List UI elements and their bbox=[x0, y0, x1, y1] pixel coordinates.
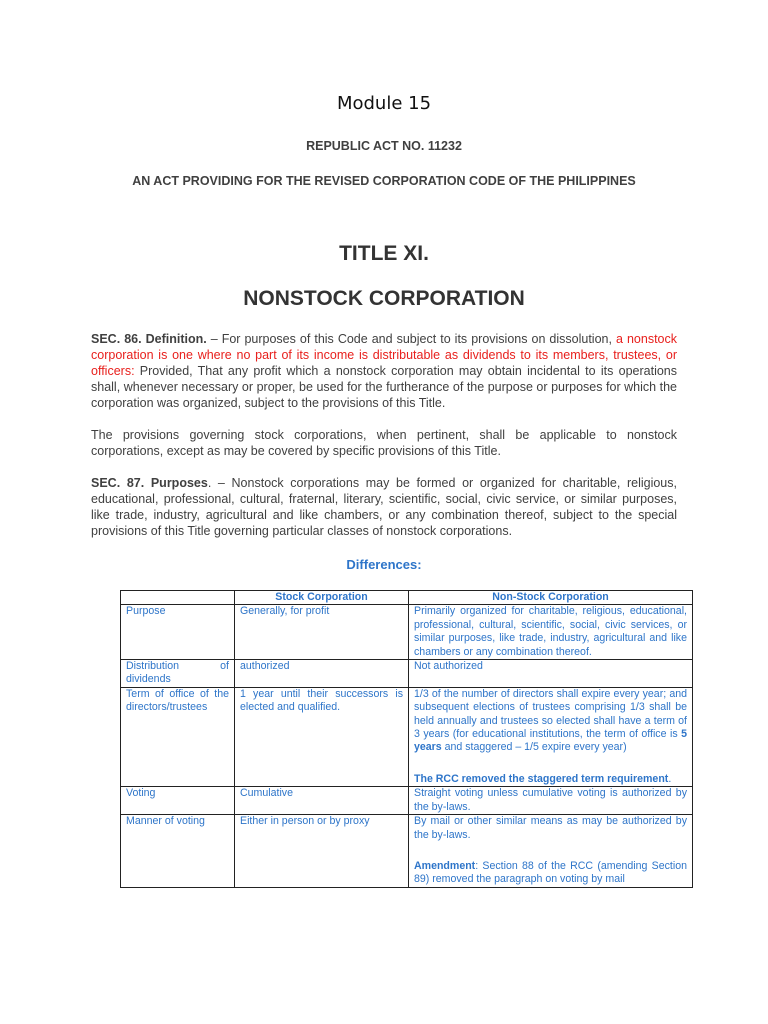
row-label: Manner of voting bbox=[121, 815, 235, 888]
nonstock-cell: 1/3 of the number of directors shall expire every year; and subsequent elections of trustees comprising 1/3 shall be held annually and trustees so elected shall have a term of 3 years (for educational institutions, the term of office is 5 years and staggered – 1/5 expire every year) The RCC removed the staggered term requirement. bbox=[409, 687, 693, 786]
sec86-intro: – For purposes of this Code and subject to its provisions on dissolution, bbox=[206, 332, 616, 346]
stock-cell: authorized bbox=[235, 660, 409, 688]
rcc-note: The RCC removed the staggered term requirement bbox=[414, 772, 669, 785]
table-row bbox=[121, 787, 693, 815]
table-header-empty bbox=[121, 591, 235, 605]
voting-manner-text: By mail or other similar means as may be authorized by the by-laws. bbox=[414, 815, 687, 841]
nonstock-cell: Primarily organized for charitable, religious, educational, professional, cultural, scientific, social, civic services, or similar purposes, like trade, industry, agricultural and like chambers or any combination thereof. bbox=[409, 605, 693, 660]
nonstock-cell: Straight voting unless cumulative voting is authorized by the by-laws. bbox=[409, 787, 693, 815]
sec86-highlight: a nonstock corporation is one where no part of its income is distributable as dividends to its members, trustees, or officers: bbox=[91, 332, 677, 378]
table-row bbox=[121, 687, 693, 786]
nonstock-cell: Not authorized bbox=[409, 660, 693, 688]
act-number: REPUBLIC ACT NO. 11232 bbox=[306, 139, 462, 153]
amendment-text: : Section 88 of the RCC (amending Section 89) removed the paragraph on voting by mail bbox=[414, 859, 687, 886]
stock-cell: Cumulative bbox=[235, 787, 409, 815]
term-bold: 5 years bbox=[414, 728, 687, 754]
title-heading: TITLE XI. bbox=[339, 242, 429, 265]
differences-table bbox=[120, 590, 693, 888]
stock-cell: Either in person or by proxy bbox=[235, 815, 409, 888]
row-label: Voting bbox=[121, 787, 235, 815]
table-row bbox=[121, 815, 693, 888]
stock-cell: 1 year until their successors is elected and qualified. bbox=[235, 687, 409, 786]
table-row bbox=[121, 605, 693, 660]
term-text-b: and staggered – 1/5 expire every year) bbox=[441, 741, 627, 754]
provisions-paragraph: The provisions governing stock corporations, when pertinent, shall be applicable to nonstock corporations, except as may be covered by specific provisions of this Title. bbox=[91, 428, 677, 458]
table-header-row bbox=[121, 591, 693, 605]
table-header-stock: Stock Corporation bbox=[235, 591, 409, 605]
row-label: Term of office of the directors/trustees bbox=[121, 687, 235, 786]
module-title: Module 15 bbox=[336, 93, 432, 114]
term-text-a: 1/3 of the number of directors shall expire every year; and subsequent elections of trustees comprising 1/3 shall be held annually and trustees so elected shall have a term of 3 years (for educational institutions, the term of office is bbox=[414, 687, 687, 741]
subtitle-heading: NONSTOCK CORPORATION bbox=[243, 287, 525, 310]
stock-cell: Generally, for profit bbox=[235, 605, 409, 660]
table-header-nonstock: Non-Stock Corporation bbox=[409, 591, 693, 605]
row-label: Distribution of dividends bbox=[121, 660, 235, 688]
sec87-text: . – Nonstock corporations may be formed or organized for charitable, religious, educational, professional, cultural, fraternal, literary, scientific, social, civic service, or similar purposes, like trade, industry, agricultural and like chambers, or any combination thereof, subject to the special provisions of this Title governing particular classes of nonstock corporations. bbox=[91, 476, 677, 538]
sec87-label: SEC. 87. Purposes bbox=[91, 476, 208, 490]
act-title: AN ACT PROVIDING FOR THE REVISED CORPORATION CODE OF THE PHILIPPINES bbox=[132, 174, 636, 188]
sec87-paragraph bbox=[91, 475, 677, 539]
sec86-rest: Provided, That any profit which a nonstock corporation may obtain incidental to its operations shall, whenever necessary or proper, be used for the furtherance of the purpose or purposes for which the corporation was organized, subject to the provisions of this Title. bbox=[91, 364, 677, 410]
row-label: Purpose bbox=[121, 605, 235, 660]
sec86-paragraph bbox=[91, 331, 677, 411]
nonstock-cell bbox=[409, 815, 693, 888]
sec86-label: SEC. 86. Definition. bbox=[91, 332, 207, 346]
amendment-label: Amendment bbox=[414, 859, 476, 872]
differences-heading: Differences: bbox=[346, 557, 422, 572]
table-row bbox=[121, 660, 693, 688]
